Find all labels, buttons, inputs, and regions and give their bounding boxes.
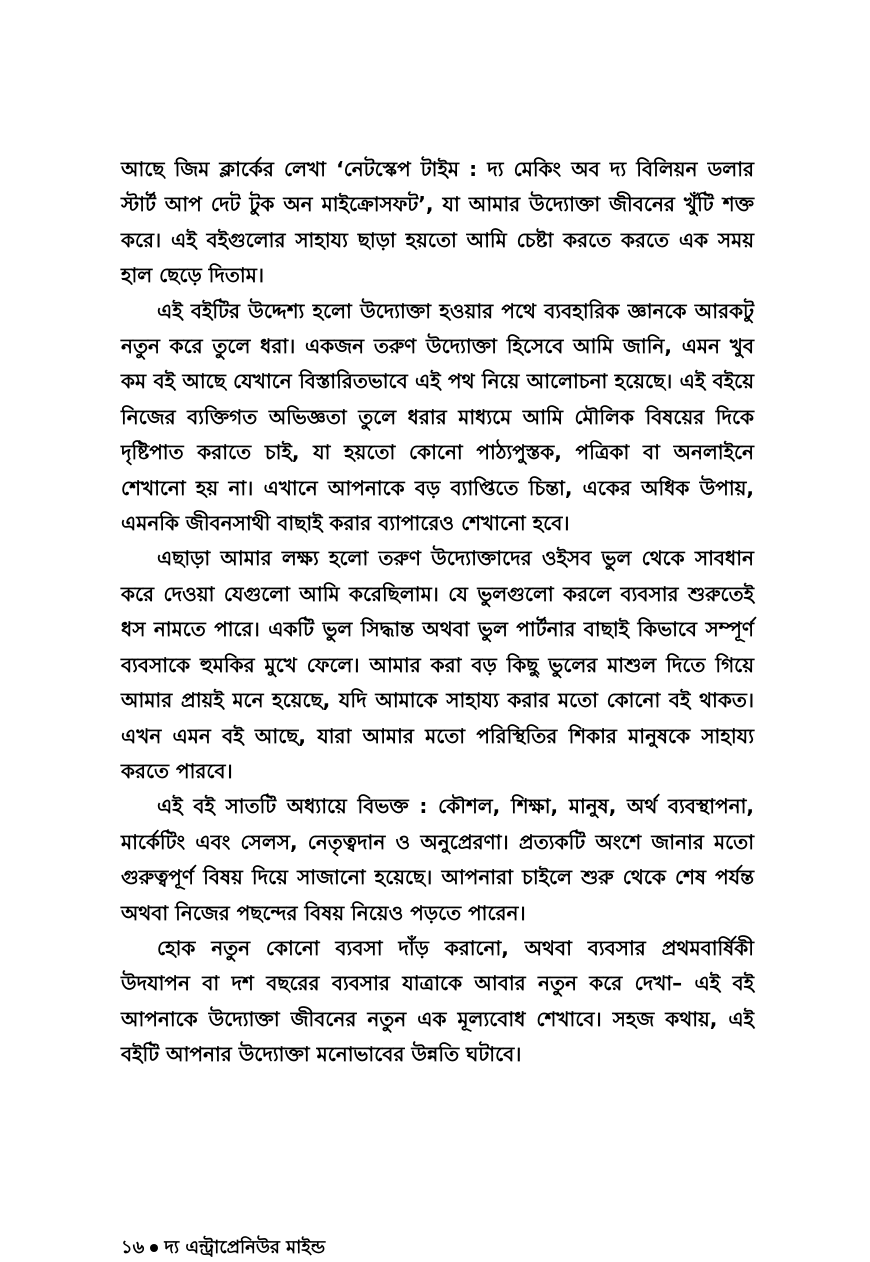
paragraph-continuation: আছে জিম ক্লার্কের লেখা ‘নেটস্কেপ টাইম : দ্য মেকিং অব দ্য বিলিয়ন ডলার স্টার্ট আপ দেট টুক অন মাইক্রোসফট’, যা আমার উদ্যোক্তা জীবনের খুঁটি শক্ত করে। এই বইগুলোর সাহায্য ছাড়া হয়তো আমি চেষ্টা করতে করতে এক সময় হাল ছেড়ে দিতাম। [121,157,754,288]
page-number: ১৬ [121,1237,145,1258]
paragraph-purpose: এই বইটির উদ্দেশ্য হলো উদ্যোক্তা হওয়ার পথে ব্যবহারিক জ্ঞানকে আরকটু নতুন করে তুলে ধরা। একজন তরুণ উদ্যোক্তা হিসেবে আমি জানি, এমন খুব কম বই আছে যেখানে বিস্তারিতভাবে এই পথ নিয়ে আলোচনা হয়েছে। এই বইয়ে নিজের ব্যক্তিগত অভিজ্ঞতা তুলে ধরার মাধ্যমে আমি মৌলিক বিষয়ের দিকে দৃষ্টিপাত করাতে চাই, যা হয়তো কোনো পাঠ্যপুস্তক, পত্রিকা বা অনলাইনে শেখানো হয় না। এখানে আপনাকে বড় ব্যাপ্তিতে চিন্তা, একের অধিক উপায়, এমনকি জীবনসাথী বাছাই করার ব্যাপারেও শেখানো হবে। [121,298,754,536]
running-title: দ্য এন্ট্রাপ্রেনিউর মাইন্ড [164,1237,326,1258]
paragraph-chapters: এই বই সাতটি অধ্যায়ে বিভক্ত : কৌশল, শিক্ষা, মানুষ, অর্থ ব্যবস্থাপনা, মার্কেটিং এবং সেলস, নেতৃত্বদান ও অনুপ্রেরণা। প্রত্যকটি অংশে জানার মতো গুরুত্বপূর্ণ বিষয় দিয়ে সাজানো হয়েছে। আপনারা চাইলে শুরু থেকে শেষ পর্যন্ত অথবা নিজের পছন্দের বিষয় নিয়েও পড়তে পারেন। [121,794,754,925]
paragraph-closing: হোক নতুন কোনো ব্যবসা দাঁড় করানো, অথবা ব্যবসার প্রথমবার্ষিকী উদযাপন বা দশ বছরের ব্যবসার যাত্রাকে আবার নতুন করে দেখা– এই বই আপনাকে উদ্যোক্তা জীবনের নতুন এক মূল্যবোধ শেখাবে। সহজ কথায়, এই বইটি আপনার উদ্যোক্তা মনোভাবের উন্নতি ঘটাবে। [121,935,754,1067]
body-text [121,152,754,1073]
page-footer [121,1236,325,1260]
bullet-separator-icon [150,1244,158,1252]
paragraph-mistakes: এছাড়া আমার লক্ষ্য হলো তরুণ উদ্যোক্তাদের ওইসব ভুল থেকে সাবধান করে দেওয়া যেগুলো আমি করেছিলাম। যে ভুলগুলো করলে ব্যবসার শুরুতেই ধস নামতে পারে। একটি ভুল সিদ্ধান্ত অথবা ভুল পার্টনার বাছাই কিভাবে সম্পূর্ণ ব্যবসাকে হুমকির মুখে ফেলে। আমার করা বড় কিছু ভুলের মাশুল দিতে গিয়ে আমার প্রায়ই মনে হয়েছে, যদি আমাকে সাহায্য করার মতো কোনো বই থাকত। এখন এমন বই আছে, যারা আমার মতো পরিস্থিতির শিকার মানুষকে সাহায্য করতে পারবে। [121,546,754,783]
